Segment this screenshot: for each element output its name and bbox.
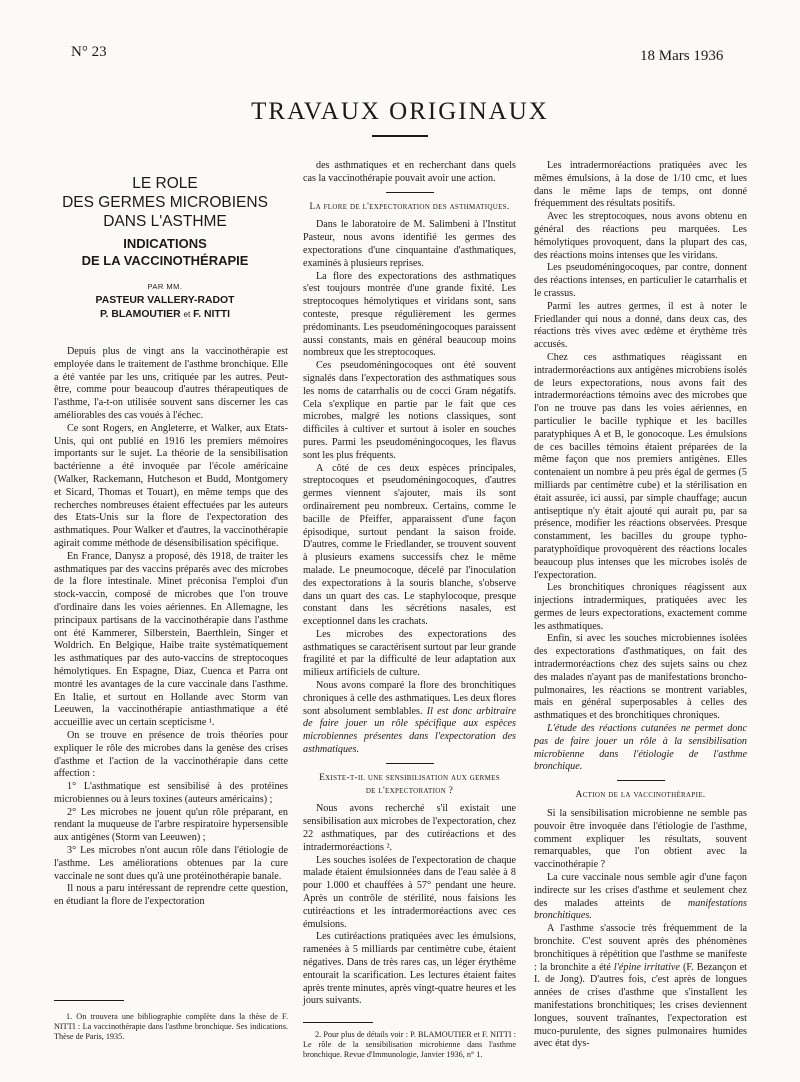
emphasis: Il est donc arbitraire de faire jouer un rôle spécifique aux espèces microbiennes présentes dans l'expectoration des asthmatiques. <box>303 705 516 756</box>
text-span: A l'asthme s'associe très fréquemment de la bronchite. C'est souvent après des phénomènes bronchitiques à répétition que l'asthme se manifeste : la bronchite a été <box>534 923 747 973</box>
article-subtitle <box>40 236 290 269</box>
text-span: (F. Bezançon et I. de Jong). D'autres fois, c'est après de longues années de crises d'asthme que s'installent les manifestations bronchitiques; les crises deviennent longues, souvent traînantes, l'expectoration est muco-purulente, des signes pulmonaires humides avec état dys- <box>534 961 747 1050</box>
section-heading: La flore de l'expectoration des asthmatiques. <box>309 201 510 212</box>
heading-line: de l'expectoration ? <box>365 785 454 796</box>
section-heading <box>303 772 516 798</box>
paragraph: Chez ces asthmatiques réagissant en intradermoréactions aux antigènes microbiens isolés de leurs expectorations, nous avons fait des intradermoréactions témoins avec des microbes que l'on ne trouve pas dans les voies aériennes, en particulier le bacille typhique et les bacilles paratyphiques A et B, le gonocoque. Les émulsions de ces bacilles témoins étaient préparées de la même façon que nos premiers antigènes. Elles contenaient un nombre à peu près égal de germes (5 milliards par centimètre cube) et la stérilisation en était assurée, ici aussi, par simple chauffage; aucun antiseptique n'y était ajouté qui aurait pu, par sa présence, modifier les réactions observées. Presque constamment, les bacilles du groupe typho-paratyphoïdique provoquèrent des réactions locales beaucoup plus intenses que les microbes isolés de l'expectoration. <box>534 351 747 581</box>
paragraph: Enfin, si avec les souches microbiennes isolées des expectorations d'asthmatiques, on fait des intradermoréactions chez des sujets sains ou chez des malades n'ayant pas de manifestations broncho-pulmonaires, les réactions se montrent variables, mais en général superposables à celles des asthmatiques et des bronchitiques chroniques. <box>534 633 747 722</box>
paragraph: Il nous a paru intéressant de reprendre cette question, en étudiant la flore de l'expectoration <box>54 883 288 908</box>
paragraph <box>534 872 747 923</box>
list-item: 1° L'asthmatique est sensibilisé à des protéines microbiennes ou à leurs toxines (auteurs américains) ; <box>54 781 288 805</box>
text-span: La cure vaccinale nous semble agir d'une façon indirecte sur les crises d'asthme et seulement chez des malades atteints de <box>534 872 747 909</box>
author-nitti: F. NITTI <box>193 309 231 320</box>
footnote-text: 2. Pour plus de détails voir : P. BLAMOUTIER et F. NITTI : Le rôle de la sensibilisation microbienne dans l'asthme bronchique. Revue d'Immunologie, Janvier 1936, n° 1. <box>303 1030 516 1060</box>
author-line-2 <box>40 308 290 322</box>
emphasis: l'épine irritative <box>613 961 680 973</box>
title-divider <box>372 135 428 137</box>
paragraph: L'étude des réactions cutanées ne permet donc pas de faire jouer un rôle à la sensibilisation microbienne dans l'étiologie de l'asthme bronchique. <box>534 723 747 773</box>
paragraph: Les microbes des expectorations des asthmatiques se caractérisent surtout par leur grande fragilité et par la difficulté de leur adaptation aux milieux artificiels de culture. <box>303 628 516 679</box>
article-title <box>40 174 290 231</box>
paragraph: La flore des expectorations des asthmatiques s'est toujours montrée d'une grande fixité. Les streptocoques hémolytiques et viridans sont, sans conteste, presque régulièrement les germes prédominants. Les pseudoméningocoques paraissent aussi constants, mais en général beaucoup moins nombreux que les streptocoques. <box>303 270 516 359</box>
paragraph: Les cutiréactions pratiquées avec les émulsions, ramenées à 5 milliards par centimètre cube, étaient négatives. Dans de très rares cas, un léger érythème entourait la scarification. Les lectures étaient faites après trente minutes, après vingt-quatre heures et les jours suivants. <box>303 931 516 1007</box>
paragraph <box>534 923 747 1051</box>
heading-line: Existe-t-il une sensibilisation aux germes <box>319 772 500 783</box>
list-item: 3° Les microbes n'ont aucun rôle dans l'étiologie de l'asthme. Les améliorations obtenues par la cure vaccinale ne sont dues qu'à une protéinothérapie banale. <box>54 845 288 882</box>
paragraph: On se trouve en présence de trois théories pour expliquer le rôle des microbes dans la genèse des crises d'asthme et l'action de la vaccinothérapie dans cette affection : <box>54 729 288 780</box>
text-span: Nous avons comparé la flore des bronchitiques chroniques à celle des asthmatiques. Les deux flores sont absolument semblables. <box>303 680 516 717</box>
author-blamoutier: P. BLAMOUTIER <box>99 309 181 320</box>
footnote-rule <box>54 1000 124 1001</box>
paragraph: Les intradermoréactions pratiquées avec les mêmes émulsions, à la dose de 1/10 cmc, et lues dans le même laps de temps, ont donné fréquemment des résultats positifs. <box>534 160 747 210</box>
authors-prefix: PAR MM. <box>147 282 183 291</box>
article-subtitle-line: DE LA VACCINOTHÉRAPIE <box>81 252 249 268</box>
author-line-1: PASTEUR VALLERY-RADOT <box>95 295 235 306</box>
article-title-line: DES GERMES MICROBIENS <box>62 194 268 211</box>
author-conjunction: et <box>183 310 191 319</box>
section-heading: Action de la vaccinothérapie. <box>575 790 706 801</box>
paragraph: Les pseudoméningocoques, par contre, donnent des réactions intenses, en particulier le catarrhalis et le crassus. <box>534 262 747 299</box>
article-title-line: LE ROLE <box>132 175 198 192</box>
paragraph: Les bronchitiques chroniques réagissent aux injections intradermiques, pratiquées avec les germes de leurs expectorations, exactement comme les asthmatiques. <box>534 582 747 632</box>
emphasis: manifestations bronchitiques. <box>534 897 747 922</box>
paragraph: Parmi les autres germes, il est à noter le Friedlander qui nous a donné, dans deux cas, des réactions très vives avec œdème et érythème très accusés. <box>534 300 747 351</box>
paragraph: A côté de ces deux espèces principales, streptocoques et pseudoméningocoques, d'autres germes viennent s'ajouter, mais ils sont ordinairement peu nombreux. Certains, comme le bacille de Pfeiffer, apparaissent d'une façon épisodique, surtout pendant la saison froide. D'autres, comme le Friedlander, se trouvent souvent à plusieurs examens successifs chez le même malade. Le pneumocoque, décelé par l'inoculation des expectorations à la souris blanche, s'observe dans un quart des cas. Le staphylocoque, presque constant dans les sécrétions nasales, est exceptionnel dans les crachats. <box>303 462 516 628</box>
section-title: TRAVAUX ORIGINAUX <box>251 98 549 125</box>
paragraph: Dans le laboratoire de M. Salimbeni à l'Institut Pasteur, nous avons identifié les germes des expectorations d'une cinquantaine d'asthmatiques, examinés à plusieurs reprises. <box>303 219 516 269</box>
list-item: 2° Les microbes ne jouent qu'un rôle préparant, en rendant la muqueuse de l'arbre respiratoire hypersensible aux antigènes (Storm van Leeuwen) ; <box>54 806 288 844</box>
issue-date: 18 Mars 1936 <box>640 48 724 64</box>
column-2 <box>303 160 516 1008</box>
paragraph: des asthmatiques et en recherchant dans quels cas la vaccinothérapie pouvait avoir une action. <box>303 160 516 184</box>
article-title-line: DANS L'ASTHME <box>103 213 227 230</box>
paragraph: Ce sont Rogers, en Angleterre, et Walker, aux Etats-Unis, qui ont publié en 1916 les premiers mémoires importants sur le sujet. La théorie de la sensibilisation bactérienne a été invoquée par l'école américaine (Walker, Rackemann, Hutcheson et Budd, Montgomery et Sicard, Thomas et Touart), en même temps que des recherches nombreuses étaient effectuées par les auteurs des Etats-Unis sur la flore de l'expectoration des asthmatiques. Pour Walker et d'autres, la vaccinothérapie agirait comme méthode de désensibilisation spécifique. <box>54 422 288 549</box>
paragraph: Depuis plus de vingt ans la vaccinothérapie est employée dans le traitement de l'asthme bronchique. Elle a été vantée par les uns, critiquée par les autres. Peut-être, comme pour beaucoup d'autres thérapeutiques de l'asthme, l'a-t-on utilisée souvent sans discerner les cas améliorables des cas voués à l'échec. <box>54 346 288 421</box>
paragraph <box>303 680 516 757</box>
footnote-text: 1. On trouvera une bibliographie complète dans la thèse de F. NITTI : La vaccinothérapie dans l'asthme bronchique. Ses indications. Thèse de Paris, 1935. <box>54 1012 288 1042</box>
separator <box>617 780 665 781</box>
footnote-2 <box>303 1030 516 1061</box>
footnote-rule <box>303 1022 373 1023</box>
column-1 <box>54 346 288 909</box>
paragraph: Si la sensibilisation microbienne ne semble pas pouvoir être invoquée dans l'étiologie de l'asthme, comment expliquer les résultats, souvent remarquables, que l'on obtient avec la vaccinothérapie ? <box>534 808 747 871</box>
paragraph: Les souches isolées de l'expectoration de chaque malade étaient émulsionnées dans de l'eau salée à 8 pour 1.000 et chauffées à 57° pendant une heure. Après un contrôle de stérilité, nous faisions les cutiréactions et les intradermoréactions avec ces émulsions. <box>303 854 516 930</box>
separator <box>386 763 434 764</box>
separator <box>386 192 434 193</box>
column-3 <box>534 160 747 1051</box>
paragraph: Ces pseudoméningocoques ont été souvent signalés dans l'expectoration des asthmatiques sous les noms de catarrhalis ou de cocci Gram négatifs. Cela s'explique en partie par le fait que ces microbes, malgré les notions classiques, sont difficiles à cultiver et surtout à isoler en souches pures. Parmi les pseudoméningocoques, les flavus sont les plus fréquents. <box>303 360 516 461</box>
footnote-1 <box>54 1012 288 1043</box>
article-subtitle-line: INDICATIONS <box>123 236 207 251</box>
paragraph: Nous avons recherché s'il existait une sensibilisation aux microbes de l'expectoration, chez 22 asthmatiques, par des cutiréactions et des intradermoréactions ². <box>303 803 516 853</box>
authors <box>40 294 290 322</box>
issue-number: N° 23 <box>71 44 107 60</box>
paragraph: Avec les streptocoques, nous avons obtenu en général des réactions peu marquées. Les hémolytiques provoquent, dans la plupart des cas, des réactions moins intenses que les viridans. <box>534 211 747 261</box>
paragraph: En France, Danysz a proposé, dès 1918, de traiter les asthmatiques par des vaccins préparés avec des microbes de la flore intestinale. Minet préconisa l'emploi d'un stock-vaccin, composé de microbes que l'on trouve d'ordinaire dans les voies aériennes. En Allemagne, les principaux partisans de la vaccinothérapie dans l'asthme ont été Kammerer, Silberstein, Baerthlein, Singer et Woldrich. En Belgique, Haibe traite systématiquement les asthmatiques par des auto-vaccins de streptocoques hémolytiques. En Espagne, Diaz, Cuenca et Parra ont montré les avantages de la cure vaccinale dans l'asthme. En Italie, et surtout en Hollande avec Storm van Leeuwen, la vaccinothérapie antiasthmatique a été accueillie avec un certain scepticisme ¹. <box>54 550 288 729</box>
